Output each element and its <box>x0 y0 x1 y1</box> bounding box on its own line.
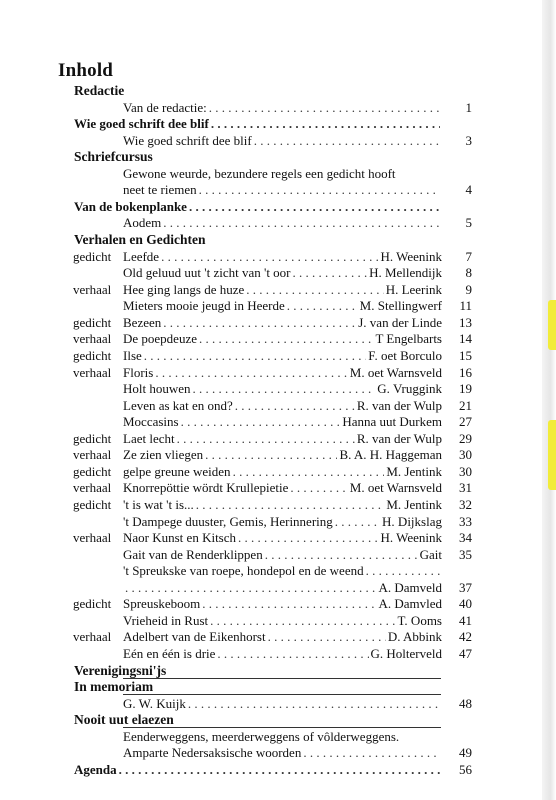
entry-title: Laet lecht <box>123 431 175 446</box>
toc-entry <box>123 479 442 496</box>
entry-title: Naor Kunst en Kitsch <box>123 530 237 545</box>
dot-leader <box>188 695 440 712</box>
dot-leader <box>335 513 380 530</box>
toc-row <box>0 479 556 496</box>
toc-row <box>0 529 556 546</box>
entry-title: Holt houwen <box>123 381 191 396</box>
toc-row <box>0 198 556 215</box>
dot-leader <box>155 364 347 381</box>
dot-leader <box>119 761 440 778</box>
toc-row <box>0 248 556 265</box>
page-number: 15 <box>459 348 472 363</box>
toc-row <box>0 728 556 745</box>
dot-leader <box>163 214 440 231</box>
toc-entry <box>123 645 442 662</box>
dot-leader <box>290 479 347 496</box>
page-number: 40 <box>459 596 472 611</box>
dot-leader <box>181 413 341 430</box>
toc-row <box>0 496 556 513</box>
toc-entry <box>74 198 442 215</box>
entry-title: Van de redactie: <box>123 100 207 115</box>
toc-entry <box>123 248 442 265</box>
entry-title: Wie goed schrift dee blif <box>123 133 252 148</box>
dot-leader <box>177 430 355 447</box>
dot-leader <box>199 330 373 347</box>
toc-row <box>0 148 556 165</box>
toc-entry <box>123 430 442 447</box>
toc-entry-text: Gewone weurde, bezundere regels een gedicht hooft <box>123 166 396 181</box>
entry-title: De poepdeuze <box>123 331 197 346</box>
entry-author: G. Vruggink <box>377 381 442 396</box>
dot-leader <box>163 314 356 331</box>
page-number: 7 <box>465 249 472 264</box>
entry-title: Knorrepöttie wördt Krullepietie <box>123 480 289 495</box>
page-number: 37 <box>459 580 472 595</box>
entry-title: Old geluud uut 't zicht van 't oor <box>123 265 291 280</box>
toc-entry <box>123 264 442 281</box>
entry-author: A. Damveld <box>378 580 442 595</box>
page-number: 27 <box>459 414 472 429</box>
entry-author: T Engelbarts <box>375 331 442 346</box>
toc-row <box>0 314 556 331</box>
entry-title: Vrieheid in Rust <box>123 613 209 628</box>
page-number: 42 <box>459 629 472 644</box>
page-number: 41 <box>459 613 472 628</box>
toc-row <box>0 397 556 414</box>
section-heading: Schriefcursus <box>74 149 153 164</box>
toc-row <box>0 628 556 645</box>
toc-row <box>0 645 556 662</box>
page-number: 30 <box>459 447 472 462</box>
toc-entry <box>123 463 442 480</box>
page-number: 35 <box>459 547 472 562</box>
page-number: 49 <box>459 745 472 760</box>
dot-leader <box>161 248 378 265</box>
toc-row <box>0 463 556 480</box>
toc-row <box>0 711 556 728</box>
entry-author: Gait <box>419 547 442 562</box>
toc-row <box>0 562 556 579</box>
entry-author: D. Abbink <box>387 629 442 644</box>
entry-author: B. A. H. Haggeman <box>339 447 442 462</box>
entry-title: Ze zien vliegen <box>123 447 204 462</box>
page-number: 56 <box>459 762 472 777</box>
entry-title: Adelbert van de Eikenhorst <box>123 629 266 644</box>
page-number: 14 <box>459 331 472 346</box>
toc-entry <box>123 562 442 579</box>
page-number: 1 <box>465 100 472 115</box>
page-number: 16 <box>459 365 472 380</box>
toc-row <box>0 446 556 463</box>
dot-leader <box>287 297 358 314</box>
page-number: 33 <box>459 514 472 529</box>
entry-author: H. Weenink <box>380 249 442 264</box>
toc-row <box>0 165 556 182</box>
entry-author: M. oet Warnsveld <box>349 365 442 380</box>
toc-entry <box>74 761 442 778</box>
toc-entry <box>123 397 442 414</box>
dot-leader <box>210 612 395 629</box>
entry-category: gedicht <box>73 497 112 512</box>
entry-title: Eén en één is drie <box>123 646 216 661</box>
entry-author: M. Jentink <box>386 464 442 479</box>
entry-author: H. Dijkslag <box>382 514 442 529</box>
entry-title: Aodem <box>123 215 162 230</box>
page-number: 4 <box>465 182 472 197</box>
dot-leader <box>202 595 376 612</box>
toc-row <box>0 181 556 198</box>
dot-leader <box>205 446 337 463</box>
dot-leader <box>254 132 440 149</box>
entry-category: gedicht <box>73 596 112 611</box>
entry-title: Ilse <box>123 348 142 363</box>
toc-entry <box>123 364 442 381</box>
page-number: 29 <box>459 431 472 446</box>
page-number: 30 <box>459 464 472 479</box>
toc-row <box>0 579 556 596</box>
toc-title: Inhold <box>58 60 114 81</box>
toc-entry <box>123 513 442 530</box>
dot-leader <box>196 496 385 513</box>
entry-category: verhaal <box>73 365 112 380</box>
dot-leader <box>209 99 440 116</box>
dot-leader <box>211 115 440 132</box>
toc-row <box>0 132 556 149</box>
entry-title: G. W. Kuijk <box>123 696 186 711</box>
section-heading: Verenigingsni'js <box>74 663 167 678</box>
entry-category: gedicht <box>73 315 112 330</box>
toc-row <box>0 678 556 695</box>
entry-category: verhaal <box>73 447 112 462</box>
toc-entry <box>123 579 442 596</box>
page-number: 19 <box>459 381 472 396</box>
entry-author: M. oet Warnsveld <box>349 480 442 495</box>
toc-entry <box>123 612 442 629</box>
toc-entry <box>123 529 442 546</box>
entry-title: Moccasins <box>123 414 179 429</box>
page-number: 5 <box>465 215 472 230</box>
page-number: 11 <box>459 298 472 313</box>
entry-title: Wie goed schrift dee blif <box>74 116 209 131</box>
dot-leader <box>293 264 368 281</box>
entry-category: verhaal <box>73 629 112 644</box>
toc-entry <box>123 132 442 149</box>
toc-row <box>0 231 556 248</box>
entry-title: 't Spreukske van roepe, hondepol en de weend <box>123 563 364 578</box>
entry-title: gelpe greune weiden <box>123 464 231 479</box>
section-rule <box>123 727 441 728</box>
entry-category: verhaal <box>73 331 112 346</box>
dot-leader <box>235 397 355 414</box>
page-number: 13 <box>459 315 472 330</box>
dot-leader <box>193 380 376 397</box>
toc-entry <box>123 330 442 347</box>
entry-category: gedicht <box>73 431 112 446</box>
toc-entry-text: Eenderweggens, meerderweggens of vôlderweggens. <box>123 729 400 744</box>
entry-title: Spreuskeboom <box>123 596 201 611</box>
toc-entry <box>123 744 442 761</box>
entry-author: H. Weenink <box>380 530 442 545</box>
dot-leader <box>238 529 378 546</box>
dot-leader <box>144 347 367 364</box>
page-number: 32 <box>459 497 472 512</box>
entry-title: 't is wat 't is... <box>123 497 194 512</box>
entry-category: gedicht <box>73 249 112 264</box>
entry-author: M. Jentink <box>386 497 442 512</box>
dot-leader <box>268 628 386 645</box>
toc-row <box>0 214 556 231</box>
toc-row <box>0 413 556 430</box>
toc-row <box>0 513 556 530</box>
toc-row <box>0 99 556 116</box>
toc-row <box>0 595 556 612</box>
entry-author: M. Stellingwerf <box>359 298 442 313</box>
entry-title: neet te riemen <box>123 182 197 197</box>
toc-entry <box>123 446 442 463</box>
toc-row <box>0 662 556 679</box>
entry-category: verhaal <box>73 530 112 545</box>
toc-entry <box>123 297 442 314</box>
entry-author: R. van der Wulp <box>356 431 442 446</box>
section-heading: Nooit uut elaezen <box>74 712 174 727</box>
toc-row <box>0 546 556 563</box>
toc-row <box>0 612 556 629</box>
toc-row <box>0 297 556 314</box>
toc-entry <box>123 99 442 116</box>
toc-entry <box>123 628 442 645</box>
toc-entry <box>123 281 442 298</box>
entry-title: 't Dampege duuster, Gemis, Herinnering <box>123 514 333 529</box>
entry-author: H. Leerink <box>385 282 442 297</box>
entry-author: F. oet Borculo <box>368 348 442 363</box>
page-number: 3 <box>465 133 472 148</box>
entry-category: gedicht <box>73 464 112 479</box>
page-number: 47 <box>459 646 472 661</box>
section-heading: In memoriam <box>74 679 154 694</box>
section-rule <box>123 694 441 695</box>
entry-title: Leefde <box>123 249 160 264</box>
page-number: 48 <box>459 696 472 711</box>
entry-author: R. van der Wulp <box>356 398 442 413</box>
toc-row <box>0 330 556 347</box>
entry-title: Hee ging langs de huze <box>123 282 245 297</box>
dot-leader <box>125 579 376 596</box>
toc-row <box>0 281 556 298</box>
toc-row <box>0 347 556 364</box>
toc-entry <box>123 413 442 430</box>
toc-row <box>0 761 556 778</box>
toc-entry <box>74 115 442 132</box>
entry-title: Amparte Nedersaksische woorden <box>123 745 302 760</box>
dot-leader <box>246 281 383 298</box>
dot-leader <box>217 645 368 662</box>
dot-leader <box>189 198 440 215</box>
toc-row <box>0 364 556 381</box>
toc-row <box>0 115 556 132</box>
dot-leader <box>265 546 418 563</box>
entry-author: A. Damvled <box>378 596 442 611</box>
section-heading: Verhalen en Gedichten <box>74 232 206 247</box>
entry-author: T. Ooms <box>397 613 442 628</box>
entry-title: Agenda <box>74 762 117 777</box>
toc-entry <box>123 380 442 397</box>
entry-title: Van de bokenplanke <box>74 199 187 214</box>
toc-entry <box>123 595 442 612</box>
toc-entry <box>123 214 442 231</box>
toc-row <box>0 82 556 99</box>
entry-author: Hanna uut Durkem <box>342 414 442 429</box>
entry-title: Gait van de Renderklippen <box>123 547 263 562</box>
entry-category: verhaal <box>73 282 112 297</box>
toc-entry <box>123 347 442 364</box>
toc-entry <box>123 546 442 563</box>
entry-category: verhaal <box>73 480 112 495</box>
toc-row <box>0 380 556 397</box>
page-number: 31 <box>459 480 472 495</box>
page-number: 21 <box>459 398 472 413</box>
entry-author: G. Holterveld <box>370 646 442 661</box>
dot-leader <box>303 744 440 761</box>
section-rule <box>123 678 441 679</box>
page-number: 9 <box>465 282 472 297</box>
entry-author: J. van der Linde <box>358 315 442 330</box>
entry-title: Floris <box>123 365 154 380</box>
dot-leader <box>366 562 440 579</box>
dot-leader <box>233 463 385 480</box>
entry-title: Bezeen <box>123 315 162 330</box>
toc-row <box>0 695 556 712</box>
toc-row <box>0 744 556 761</box>
toc-row <box>0 430 556 447</box>
dot-leader <box>199 181 440 198</box>
toc-entry <box>123 496 442 513</box>
section-heading: Redactie <box>74 83 125 98</box>
toc-entry <box>123 695 442 712</box>
page-number: 8 <box>465 265 472 280</box>
page-number: 34 <box>459 530 472 545</box>
entry-title: Leven as kat en ond? <box>123 398 233 413</box>
entry-category: gedicht <box>73 348 112 363</box>
toc-entry <box>123 181 442 198</box>
entry-title: Mieters mooie jeugd in Heerde <box>123 298 285 313</box>
toc-entry <box>123 314 442 331</box>
toc-row <box>0 264 556 281</box>
entry-author: H. Mellendijk <box>369 265 442 280</box>
